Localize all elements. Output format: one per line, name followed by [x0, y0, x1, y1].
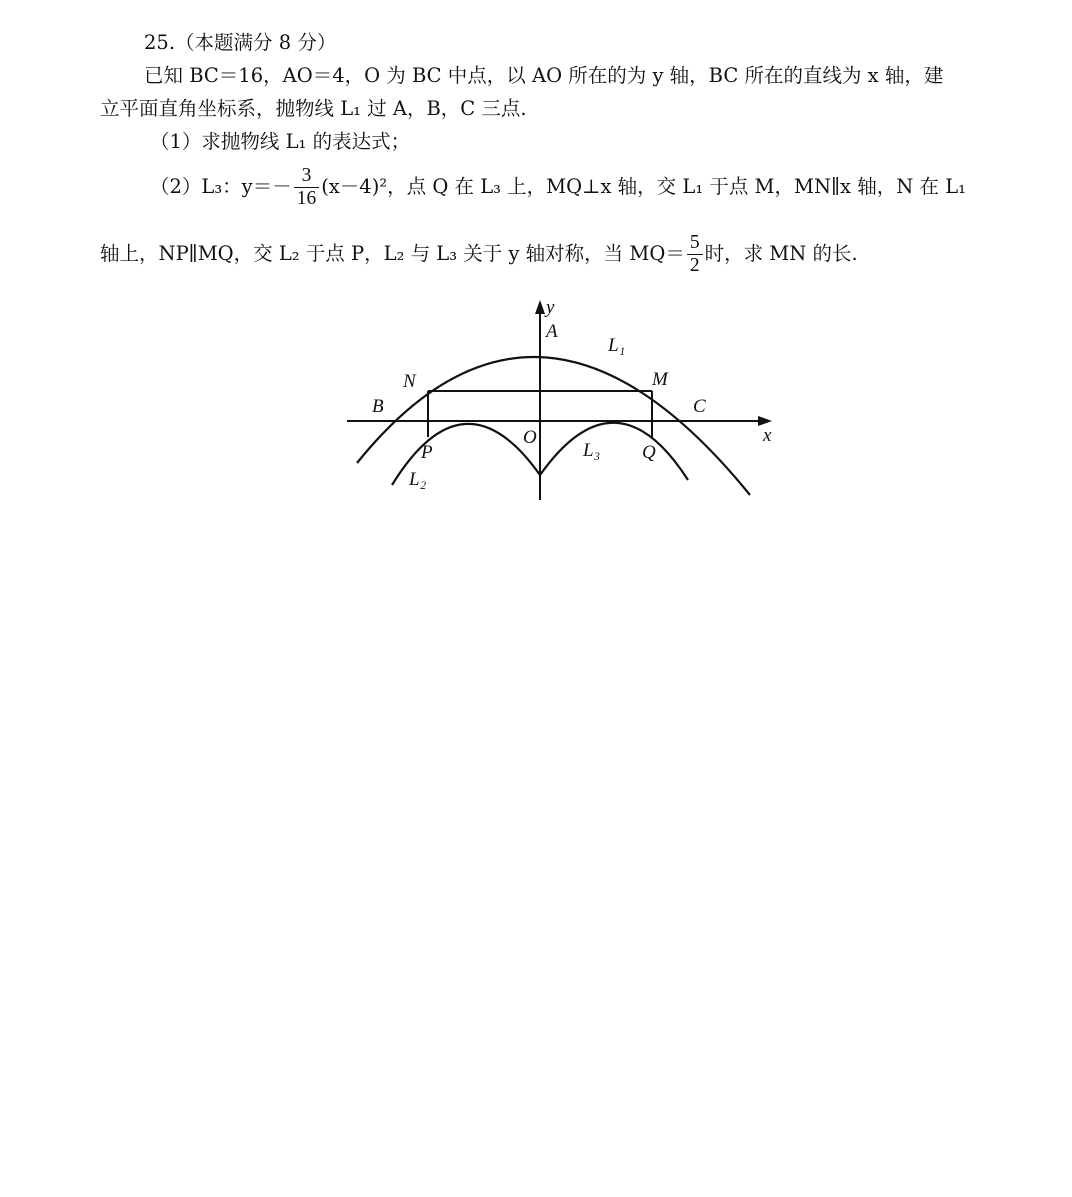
part-1-question: （1）求抛物线 L₁ 的表达式；: [150, 130, 411, 153]
label-b: B: [372, 396, 384, 417]
label-m: M: [652, 369, 668, 390]
part-2-line2-before: 轴上，NP∥MQ，交 L₂ 于点 P，L₂ 与 L₃ 关于 y 轴对称，当 MQ＝: [100, 242, 685, 265]
label-y: y: [546, 297, 555, 318]
fraction-numerator: 3: [301, 165, 312, 186]
parabola-l3: [540, 423, 688, 480]
label-p: P: [421, 442, 433, 463]
y-axis-arrow: [535, 300, 545, 314]
label-l3: L₃: [583, 440, 601, 461]
label-o: O: [523, 427, 537, 448]
label-l1: L₁: [608, 335, 626, 356]
problem-given-line-1: 已知 BC＝16，AO＝4，O 为 BC 中点，以 AO 所在的为 y 轴，BC 所在的直线为 x 轴，建: [144, 64, 944, 87]
problem-header: 25.（本题满分 8 分）: [144, 31, 337, 54]
fraction-denominator: 16: [294, 187, 320, 210]
label-c: C: [693, 396, 706, 417]
fraction-numerator: 5: [689, 232, 700, 253]
label-q: Q: [642, 442, 656, 463]
problem-given-line-2: 立平面直角坐标系，抛物线 L₁ 过 A，B，C 三点.: [100, 97, 527, 120]
label-l2: L₂: [409, 469, 427, 490]
part-2-line2-after: 时，求 MN 的长.: [704, 242, 858, 265]
part-2-after-fraction: (x－4)²，点 Q 在 L₃ 上，MQ⊥x 轴，交 L₁ 于点 M，MN∥x 轴，N 在 L₁: [321, 175, 966, 198]
label-n: N: [403, 371, 416, 392]
part-2-lead: （2）L₃：y＝－: [150, 175, 292, 198]
label-a: A: [546, 321, 558, 342]
label-x: x: [763, 425, 772, 446]
fraction-denominator: 2: [687, 254, 703, 277]
